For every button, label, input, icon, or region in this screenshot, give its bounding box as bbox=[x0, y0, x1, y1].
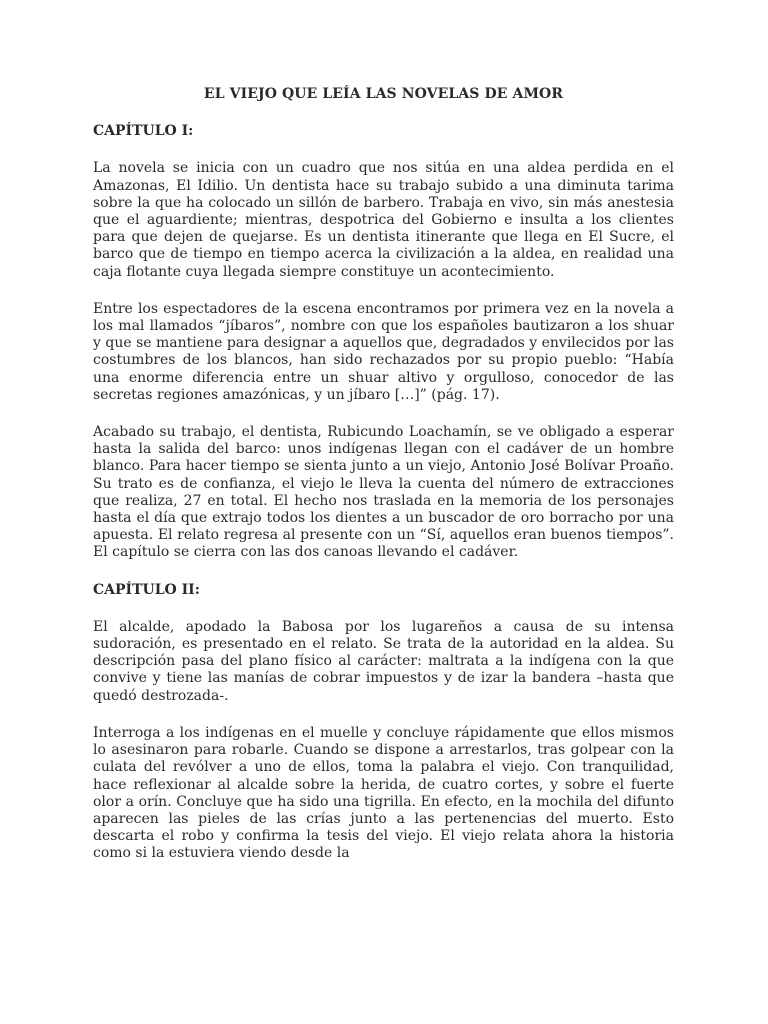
document-title: EL VIEJO QUE LEÍA LAS NOVELAS DE AMOR bbox=[203, 86, 564, 102]
chapter-1-paragraph-2: Entre los espectadores de la escena encontramos por primera vez en la novela a los mal llamados “jíbaros”, nombre con que los españoles bautizaron a los shuar y que se mantiene para designar a aquellos que, degradados y envilecidos por las costumbres de los blancos, han sido rechazados por su propio pueblo: “Había una enorme diferencia entre un shuar altivo y orgulloso, conocedor de las secretas regiones amazónicas, y un jíbaro […]” (pág. 17). bbox=[93, 300, 674, 403]
document-body bbox=[93, 86, 674, 883]
chapter-2-paragraph-1: El alcalde, apodado la Babosa por los lugareños a causa de su intensa sudoración, es presentado en el relato. Se trata de la autoridad en la aldea. Su descripción pasa del plano físico al carácter: maltrata a la indígena con la que convive y tiene las manías de cobrar impuestos y de izar la bandera –hasta que quedó destrozada-. bbox=[93, 618, 674, 704]
chapter-1-paragraph-3: Acabado su trabajo, el dentista, Rubicundo Loachamín, se ve obligado a esperar hasta la salida del barco: unos indígenas llegan con el cadáver de un hombre blanco. Para hacer tiempo se sienta junto a un viejo, Antonio José Bolívar Proaño. Su trato es de confianza, el viejo le lleva la cuenta del número de extracciones que realiza, 27 en total. El hecho nos traslada en la memoria de los personajes hasta el día que extrajo todos los dientes a un buscador de oro borracho por una apuesta. El relato regresa al presente con un “Sí, aquellos eran buenos tiempos”. El capítulo se cierra con las dos canoas llevando el cadáver. bbox=[93, 424, 674, 561]
chapter-1-heading: CAPÍTULO I: bbox=[93, 123, 194, 140]
chapter-1-paragraph-1: La novela se inicia con un cuadro que nos sitúa en una aldea perdida en el Amazonas, El Idilio. Un dentista hace su trabajo subido a una diminuta tarima sobre la que ha colocado un sillón de barbero. Trabaja en vivo, sin más anestesia que el aguardiente; mientras, despotrica del Gobierno e insulta a los clientes para que dejen de quejarse. Es un dentista itinerante que llega en El Sucre, el barco que de tiempo en tiempo acerca la civilización a la aldea, en realidad una caja flotante cuya llegada siempre constituye un acontecimiento. bbox=[93, 160, 674, 280]
chapter-2-paragraph-2: Interroga a los indígenas en el muelle y concluye rápidamente que ellos mismos lo asesinaron para robarle. Cuando se dispone a arrestarlos, tras golpear con la culata del revólver a uno de ellos, toma la palabra el viejo. Con tranquilidad, hace reflexionar al alcalde sobre la herida, de cuatro cortes, y sobre el fuerte olor a orín. Concluye que ha sido una tigrilla. En efecto, en la mochila del difunto aparecen las pieles de las crías junto a las pertenencias del muerto. Esto descarta el robo y confirma la tesis del viejo. El viejo relata ahora la historia como si la estuviera viendo desde la bbox=[93, 724, 674, 862]
chapter-2-heading: CAPÍTULO II: bbox=[93, 581, 200, 598]
